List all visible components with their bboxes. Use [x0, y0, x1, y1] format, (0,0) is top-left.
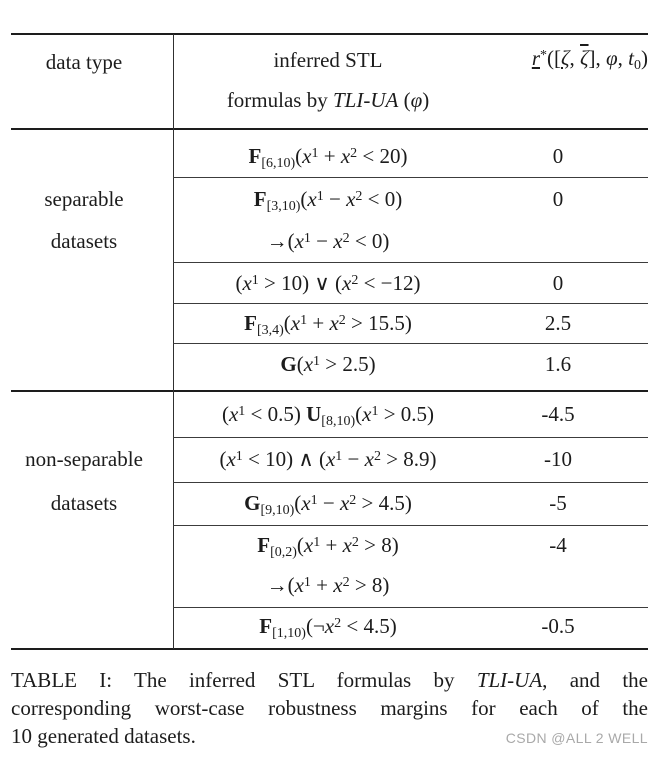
- robustness-value: -5: [549, 491, 567, 515]
- robustness-value: 1.6: [544, 352, 572, 376]
- row-divider-line: [173, 482, 648, 483]
- formula-cell: $F_{[3,4)}(x^1 + x^2 > 15.5)$: [244, 311, 412, 338]
- section-label-non-separable-datasets: datasets: [50, 491, 118, 515]
- formula-cell: $F_{[3,10)}(x^1 - x^2 < 0)$: [253, 187, 403, 214]
- table-caption-line3-row: [11, 722, 648, 750]
- row-divider-line: [173, 262, 648, 263]
- section-label-separable: separable: [44, 187, 124, 211]
- formula-cell: $(x^1 < 10)$ ∧ $(x^1 - x^2 > 8.9)$: [219, 447, 437, 471]
- section-label-non-separable: non-separable: [25, 447, 143, 471]
- row-divider-line: [173, 343, 648, 344]
- robustness-value: 0: [552, 187, 564, 211]
- formula-cell: $G_{[9,10)}(x^1 - x^2 > 4.5)$: [244, 491, 412, 518]
- row-divider-line: [173, 437, 648, 438]
- robustness-value: -4: [549, 533, 567, 557]
- table-caption-line2: corresponding worst-case robustness margins for each of the: [11, 696, 648, 720]
- robustness-value: -4.5: [541, 402, 575, 426]
- header-bottom-rule: [11, 128, 648, 130]
- robustness-value: 0: [552, 271, 564, 295]
- row-divider-line: [173, 177, 648, 178]
- section-divider-rule: [11, 390, 648, 392]
- formula-cell: $G(x^1 > 2.5)$: [280, 352, 376, 376]
- header-data-type: data type: [45, 50, 123, 74]
- formula-cell-continuation: $\to(x^1 + x^2 > 8)$: [266, 573, 390, 597]
- robustness-value: 0: [552, 144, 564, 168]
- row-divider-line: [173, 607, 648, 608]
- table-caption-line1: TABLE I: The inferred STL formulas by TLI-UA, and the: [11, 668, 648, 692]
- section-label-separable-datasets: datasets: [50, 229, 118, 253]
- formula-cell: $F_{[6,10)}(x^1 + x^2 < 20)$: [248, 144, 408, 171]
- csdn-watermark: CSDN @ALL 2 WELL: [505, 730, 648, 746]
- table-bottom-rule: [11, 648, 648, 650]
- row-divider-line: [173, 303, 648, 304]
- formula-cell-continuation: $\to(x^1 - x^2 < 0)$: [266, 229, 390, 253]
- header-inferred-stl-line2: formulas by TLI-UA (φ): [226, 88, 430, 112]
- formula-cell: $F_{[1,10)}(\neg x^2 < 4.5)$: [259, 614, 397, 641]
- header-robustness-margin: r*([ζ, $\overline{\zeta}$], φ, $t_0$): [531, 46, 648, 73]
- formula-cell: $(x^1 < 0.5) U_{[8,10)}(x^1 > 0.5)$: [221, 402, 435, 429]
- robustness-value: -0.5: [541, 614, 575, 638]
- table-top-rule: [11, 33, 648, 35]
- formula-cell: $(x^1 > 10)$ ∨ $(x^2 < -12)$: [235, 271, 421, 295]
- header-inferred-stl-line1: inferred STL: [273, 48, 383, 72]
- table-caption-line3: 10 generated datasets.: [11, 724, 196, 748]
- row-divider-line: [173, 525, 648, 526]
- robustness-value: -10: [544, 447, 572, 471]
- formula-cell: $F_{[0,2)}(x^1 + x^2 > 8)$: [257, 533, 399, 560]
- robustness-value: 2.5: [544, 311, 572, 335]
